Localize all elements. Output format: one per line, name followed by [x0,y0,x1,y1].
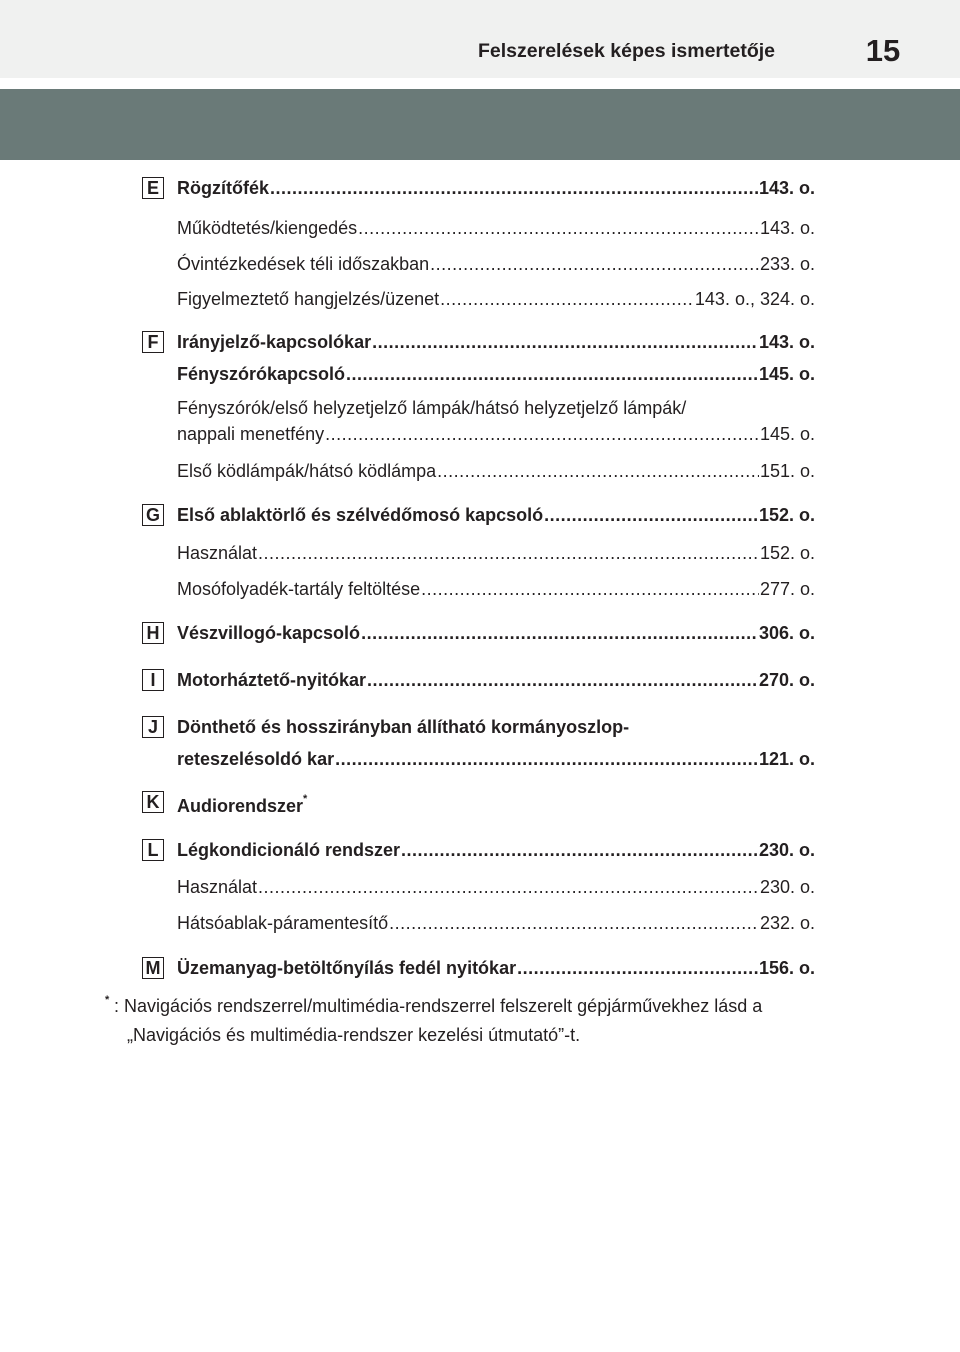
entry-title: nappali menetfény [177,424,325,444]
entry-title: Fényszórókapcsoló [177,364,346,384]
entry-title-line1: Dönthető és hosszirányban állítható kormányoszlop- [177,717,630,737]
section-badge-i: I [142,669,164,691]
entry-title: Használat [177,877,258,897]
toc-entry[interactable] [177,364,815,385]
entry-page: 151. o. [759,461,815,481]
entry-page: 121. o. [758,749,815,769]
entry-page: 233. o. [759,254,815,274]
entry-title: Figyelmeztető hangjelzés/üzenet [177,289,440,309]
entry-title: Használat [177,543,258,563]
section-badge-g: G [142,504,164,526]
entry-page: 230. o. [758,840,815,860]
entry-title: Audiorendszer [177,796,304,816]
entry-title: Óvintézkedések téli időszakban [177,254,430,274]
entry-page: 145. o. [759,424,815,444]
toc-subentry[interactable] [177,543,815,564]
entry-title-line1: Fényszórók/első helyzetjelző lámpák/hátsó helyzetjelző lámpák/ [177,398,687,418]
toc-entry[interactable] [177,332,815,353]
footnote-marker: * [105,994,110,1006]
section-badge-l: L [142,839,164,861]
toc-entry[interactable] [177,670,815,691]
toc-entry[interactable] [177,623,815,644]
entry-page: 277. o. [759,579,815,599]
toc-entry[interactable] [177,840,815,861]
entry-title: Üzemanyag-betöltőnyílás fedél nyitókar [177,958,517,978]
entry-page: 156. o. [758,958,815,978]
section-badge-e: E [142,177,164,199]
section-badge-k: K [142,791,164,813]
entry-title: Rögzítőfék [177,178,269,198]
footnote-marker: * [303,793,308,805]
section-badge-j: J [142,716,164,738]
entry-title: Működtetés/kiengedés [177,218,358,238]
toc-entry[interactable] [177,505,815,526]
entry-page: 143. o. [758,332,815,352]
toc-entry[interactable] [177,717,815,770]
entry-page: 152. o. [759,543,815,563]
toc-subentry[interactable] [177,461,815,482]
entry-page: 152. o. [758,505,815,525]
entry-page: 270. o. [758,670,815,690]
header-title: Felszerelések képes ismertetője [478,40,776,62]
toc-entry[interactable] [177,178,815,199]
toc-subentry[interactable] [177,289,815,310]
entry-title: Vészvillogó-kapcsoló [177,623,361,643]
section-badge-h: H [142,622,164,644]
entry-page: 143. o. [758,178,815,198]
toc-entry[interactable] [177,958,815,979]
toc-subentry[interactable] [177,254,815,275]
entry-title: Motorháztető-nyitókar [177,670,366,690]
entry-title: Irányjelző-kapcsolókar [177,332,372,352]
entry-page: 145. o. [758,364,815,384]
toc-subentry[interactable] [177,398,815,445]
entry-title: Első ködlámpák/hátsó ködlámpa [177,461,437,481]
section-badge-m: M [142,957,164,979]
footnote-line2: „Navigációs és multimédia-rendszer kezelési útmutató”-t. [127,1025,581,1045]
toc-subentry[interactable] [177,218,815,239]
entry-title: Mosófolyadék-tartály feltöltése [177,579,421,599]
toc-subentry[interactable] [177,877,815,898]
entry-title: Hátsóablak-páramentesítő [177,913,389,933]
header-strip [0,0,960,78]
footnote-line1: : Navigációs rendszerrel/multimédia-rendszerrel felszerelt gépjárművekhez lásd a [114,996,763,1016]
entry-title: reteszelésoldó kar [177,749,335,769]
header-band [0,89,960,160]
entry-page: 306. o. [758,623,815,643]
toc-subentry[interactable] [177,579,815,600]
entry-page: 143. o. [759,218,815,238]
entry-title: Első ablaktörlő és szélvédőmosó kapcsoló [177,505,544,525]
toc-entry[interactable] [177,792,815,817]
entry-page: 230. o. [759,877,815,897]
entry-page: 232. o. [759,913,815,933]
toc-subentry[interactable] [177,913,815,934]
entry-page: 143. o., 324. o. [694,289,815,309]
page-number: 15 [865,33,901,68]
section-badge-f: F [142,331,164,353]
entry-title: Légkondicionáló rendszer [177,840,401,860]
